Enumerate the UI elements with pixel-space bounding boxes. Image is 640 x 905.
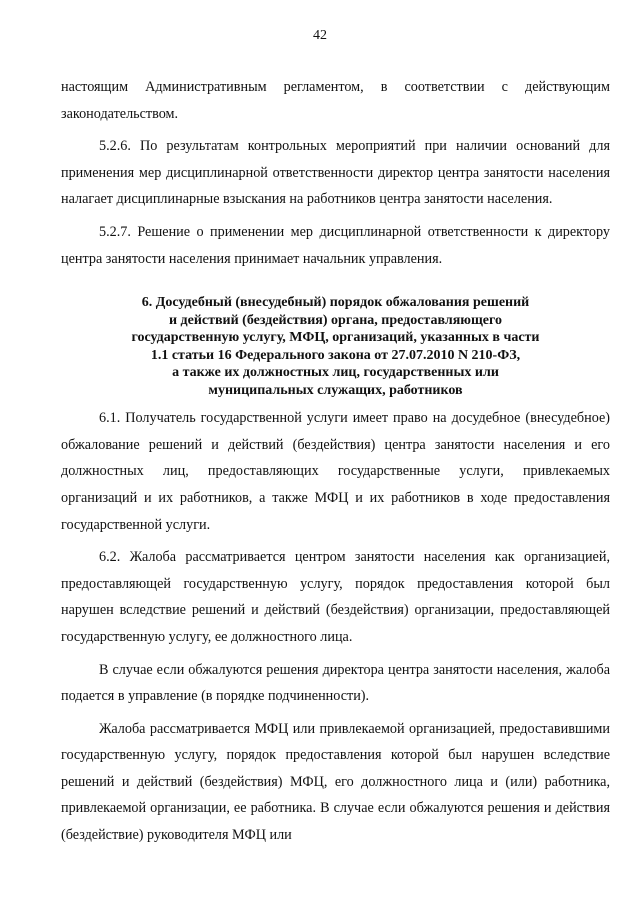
heading-line: 6. Досудебный (внесудебный) порядок обжалования решений — [141, 295, 530, 311]
paragraph-continuation: настоящим Административным регламентом, в соответствии с действующим законодательством. — [61, 79, 610, 122]
heading-line: государственную услугу, МФЦ, организаций, указанных в части — [131, 330, 540, 346]
page-number: 42 — [313, 28, 327, 43]
paragraph-mfc-complaint: Жалоба рассматривается МФЦ или привлекаемой организацией, предоставившими государственную услугу, порядок предоставления которой был нарушен вследствие решений и действий (бездействия) МФЦ, его должностного лица и (или) работника, привлекаемой организации, ее работника. В случае если обжалуются решения и действия (бездействие) руководителя МФЦ или — [61, 720, 610, 844]
document-body — [61, 74, 610, 849]
paragraph-5-2-6: 5.2.6. По результатам контрольных мероприятий при наличии оснований для применения мер дисциплинарной ответственности директор центра занятости населения налагает дисциплинарные взыскания на работников центра занятости населения. — [61, 138, 610, 208]
heading-line: муниципальных служащих, работников — [208, 382, 463, 398]
heading-line: и действий (бездействия) органа, предоставляющего — [168, 312, 503, 328]
paragraph-director-complaint: В случае если обжалуются решения директора центра занятости населения, жалоба подается в управление (в порядке подчиненности). — [61, 661, 610, 705]
heading-line: а также их должностных лиц, государственных или — [172, 365, 499, 381]
heading-line: 1.1 статьи 16 Федерального закона от 27.07.2010 N 210-ФЗ, — [150, 347, 521, 363]
paragraph-6-1: 6.1. Получатель государственной услуги имеет право на досудебное (внесудебное) обжалование решений и действий (бездействия) центра занятости населения и его должностных лиц, предоставляющих государственные услуги, привлекаемых организаций и их работников, а также МФЦ и их работников в ходе предоставления государственной услуги. — [61, 410, 610, 533]
paragraph-5-2-7: 5.2.7. Решение о применении мер дисциплинарной ответственности к директору центра занятости населения принимает начальник управления. — [61, 223, 610, 267]
paragraph-6-2: 6.2. Жалоба рассматривается центром занятости населения как организацией, предоставляющей государственную услугу, порядок предоставления которой был нарушен вследствие решений и действий (бездействия) организации, предоставляющей государственную услугу, ее должностного лица. — [61, 549, 610, 645]
section-6-heading — [61, 294, 610, 399]
